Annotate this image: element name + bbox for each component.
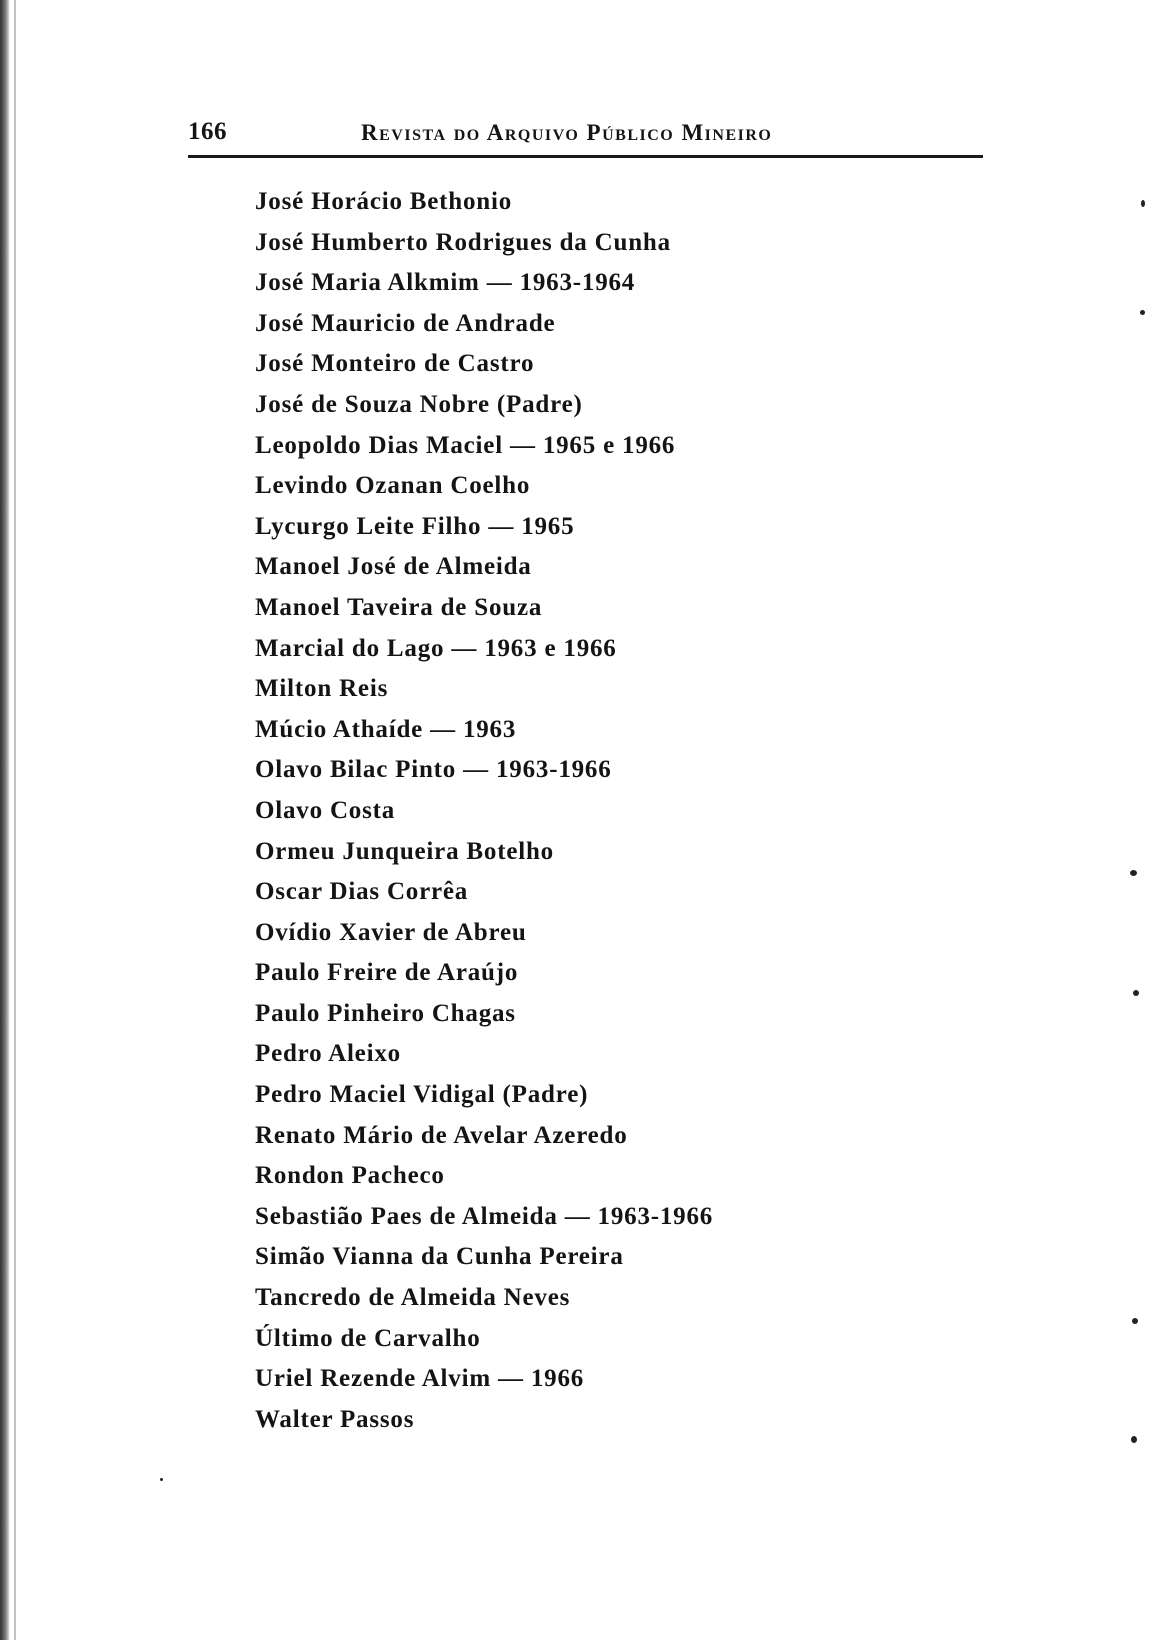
scan-speck: [1131, 1436, 1137, 1443]
scan-speck: [160, 1478, 163, 1481]
list-item: Pedro Aleixo: [255, 1040, 401, 1068]
list-item: Rondon Pacheco: [255, 1162, 445, 1190]
list-item: Leopoldo Dias Maciel — 1965 e 1966: [255, 431, 676, 459]
scan-speck: [1133, 990, 1139, 996]
list-item: Múcio Athaíde — 1963: [255, 715, 517, 743]
list-item: Paulo Pinheiro Chagas: [255, 999, 516, 1027]
list-item: Walter Passos: [255, 1405, 415, 1433]
list-item: Lycurgo Leite Filho — 1965: [255, 512, 575, 540]
list-item: José Horácio Bethonio: [255, 188, 513, 215]
list-item: Paulo Freire de Araújo: [255, 959, 519, 987]
list-item: José Mauricio de Andrade: [255, 309, 556, 337]
scan-speck: [1130, 870, 1137, 876]
name-list: [255, 182, 713, 1440]
list-item: Ormeu Junqueira Botelho: [255, 837, 554, 865]
list-item: Pedro Maciel Vidigal (Padre): [255, 1081, 589, 1109]
book-spine-shadow: [0, 0, 10, 1640]
list-item: José Monteiro de Castro: [255, 350, 535, 378]
scan-speck: [1132, 1318, 1138, 1324]
page-header: [188, 118, 983, 158]
list-item: José Maria Alkmim — 1963-1964: [255, 269, 636, 297]
list-item: Ovídio Xavier de Abreu: [255, 918, 527, 946]
list-item: Uriel Rezende Alvim — 1966: [255, 1365, 585, 1393]
list-item: Simão Vianna da Cunha Pereira: [255, 1243, 624, 1271]
scan-speck: [1141, 200, 1145, 207]
list-item: José Humberto Rodrigues da Cunha: [255, 228, 671, 256]
list-item: José de Souza Nobre (Padre): [255, 390, 583, 418]
list-item: Milton Reis: [255, 675, 389, 703]
running-title: Revista do Arquivo Público Mineiro: [361, 120, 773, 145]
header-rule: [188, 155, 983, 158]
page-number: 166: [188, 118, 227, 145]
list-item: Tancredo de Almeida Neves: [255, 1284, 571, 1312]
list-item: Olavo Costa: [255, 796, 396, 824]
scan-speck: [1140, 310, 1145, 315]
list-item: Levindo Ozanan Coelho: [255, 472, 531, 500]
list-item: Manoel José de Almeida: [255, 553, 532, 581]
list-item: Marcial do Lago — 1963 e 1966: [255, 634, 617, 662]
list-item: Oscar Dias Corrêa: [255, 878, 469, 906]
list-item: Último de Carvalho: [255, 1324, 481, 1352]
list-item: Renato Mário de Avelar Azeredo: [255, 1121, 628, 1149]
page-edge-line: [14, 0, 16, 1640]
list-item: Manoel Taveira de Souza: [255, 593, 543, 621]
list-item: Sebastião Paes de Almeida — 1963-1966: [255, 1202, 714, 1230]
list-item: Olavo Bilac Pinto — 1963-1966: [255, 756, 612, 784]
